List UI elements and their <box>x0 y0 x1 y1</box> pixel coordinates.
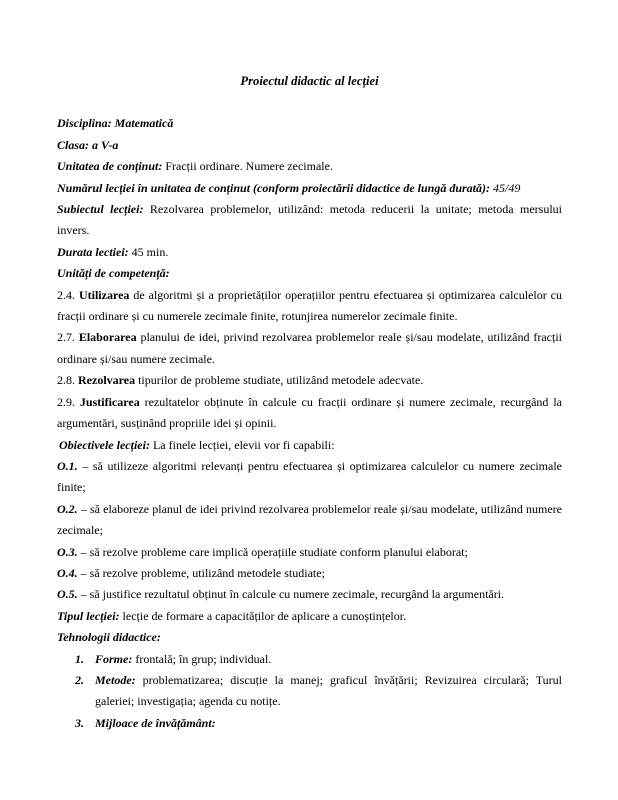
list-item-mijloace <box>57 713 562 734</box>
list-item-metode <box>57 670 562 713</box>
mijloace-label: Mijloace de învățământ: <box>95 715 216 730</box>
mijloace-number: 3. <box>75 715 84 730</box>
para-obiectiv-o1 <box>57 456 562 499</box>
obiectiv-o1-text: – să utilizeze algoritmi relevanți pentru efectuarea și optimizarea calculelor cu numere zecimale finite; <box>57 458 562 495</box>
metode-label: Metode: <box>95 672 136 687</box>
heading-tehnologii-didactice <box>57 627 562 648</box>
para-tipul-lectiei <box>57 606 562 627</box>
competenta-2-7-keyword: Elaborarea <box>78 330 137 345</box>
para-obiectiv-o3 <box>57 542 562 563</box>
competenta-2-7-text: planului de idei, privind rezolvarea problemelor reale și/sau modelate, utilizând fracții ordinare și/sau numere zecimale. <box>57 330 562 366</box>
subiectul-value: Rezolvarea problemelor, utilizând: metoda reducerii la unitate; metoda mersului invers. <box>57 202 562 238</box>
tipul-label: Tipul lecției: <box>57 608 120 623</box>
competenta-2-7-number: 2.7. <box>57 330 79 345</box>
competenta-2-8-text: tipurilor de probleme studiate, utilizând metodele adecvate. <box>135 373 424 388</box>
para-subiectul-lectiei <box>57 199 562 242</box>
numarul-value: 45/49 <box>490 180 521 195</box>
numarul-label: Numărul lecției în unitatea de conținut (conform proiectării didactice de lungă durată): <box>57 180 491 195</box>
disciplina-label: Disciplina: Matematică <box>57 116 174 131</box>
heading-unitati-competenta <box>57 263 562 284</box>
para-obiectivele-lectiei <box>57 435 562 456</box>
metode-number: 2. <box>75 672 84 687</box>
obiectiv-o2-text: – să elaboreze planul de idei privind rezolvarea problemelor reale și/sau modelate, utilizând numere zecimale; <box>57 501 562 538</box>
list-item-forme <box>57 649 562 670</box>
para-competenta-2-9 <box>57 392 562 435</box>
obiectivele-intro: La finele lecției, elevii vor fi capabili: <box>149 437 335 452</box>
para-obiectiv-o4 <box>57 563 562 584</box>
competenta-2-9-number: 2.9. <box>57 394 80 409</box>
obiectiv-o5-label: O.5. <box>57 587 78 602</box>
para-numarul-lectiei <box>57 178 562 199</box>
para-obiectiv-o2 <box>57 499 562 542</box>
tehnologii-list <box>57 649 562 735</box>
obiectiv-o1-label: O.1. <box>57 458 78 473</box>
clasa-label: Clasa: a V-a <box>57 137 119 152</box>
obiectiv-o3-label: O.3. <box>57 544 78 559</box>
document-title: Proiectul didactic al lecției <box>240 74 379 88</box>
durata-label: Durata lectiei: <box>57 244 129 259</box>
competenta-2-8-keyword: Rezolvarea <box>78 373 136 388</box>
para-durata-lectiei <box>57 242 562 263</box>
competenta-2-4-number: 2.4. <box>57 287 79 302</box>
forme-number: 1. <box>75 651 84 666</box>
forme-label: Forme: <box>95 651 133 666</box>
para-competenta-2-4 <box>57 285 562 328</box>
para-obiectiv-o5 <box>57 584 562 605</box>
competenta-2-4-keyword: Utilizarea <box>78 287 130 302</box>
obiectiv-o3-text: – să rezolve probleme care implică operațiile studiate conform planului elaborat; <box>77 544 468 559</box>
unitati-competenta-label: Unități de competență: <box>57 266 170 281</box>
obiectiv-o2-label: O.2. <box>57 501 78 516</box>
tipul-text: lecție de formare a capacităților de aplicare a cunoștințelor. <box>119 608 407 623</box>
obiectiv-o4-text: – să rezolve probleme, utilizând metodele studiate; <box>77 565 325 580</box>
metode-text: problematizarea; discuție la manej; graficul învățării; Revizuirea circulară; Turul galeriei; investigația; agenda cu notițe. <box>95 672 562 709</box>
para-clasa <box>57 135 562 156</box>
tehnologii-label: Tehnologii didactice: <box>57 630 161 645</box>
competenta-2-4-text: de algoritmi și a proprietăților operațiilor pentru efectuarea și optimizarea calculelor cu fracții ordinare și cu numerele zecimale finite, rotunjirea numerelor zecimale finite. <box>57 287 563 324</box>
obiectiv-o5-text: – să justifice rezultatul obținut în calcule cu numere zecimale, recurgând la argumentări. <box>77 587 505 602</box>
para-unitatea-continut <box>57 156 562 177</box>
obiectiv-o4-label: O.4. <box>57 565 78 580</box>
competenta-2-8-number: 2.8. <box>57 373 78 388</box>
para-competenta-2-7 <box>57 327 562 370</box>
competenta-2-9-keyword: Justificarea <box>79 394 140 409</box>
para-disciplina <box>57 113 562 134</box>
competenta-2-9-text: rezultatelor obținute în calcule cu fracții ordinare și numere zecimale, recurgând la argumentări, susținând propriile idei și opinii. <box>57 394 562 431</box>
unitatea-value: Fracții ordinare. Numere zecimale. <box>162 159 333 174</box>
unitatea-label: Unitatea de conținut: <box>57 159 163 174</box>
subiectul-label: Subiectul lecției: <box>57 202 144 217</box>
obiectivele-label: Obiectivele lecției: <box>59 437 150 452</box>
durata-value: 45 min. <box>128 244 169 259</box>
forme-text: frontală; în grup; individual. <box>132 651 272 666</box>
para-competenta-2-8 <box>57 370 562 391</box>
